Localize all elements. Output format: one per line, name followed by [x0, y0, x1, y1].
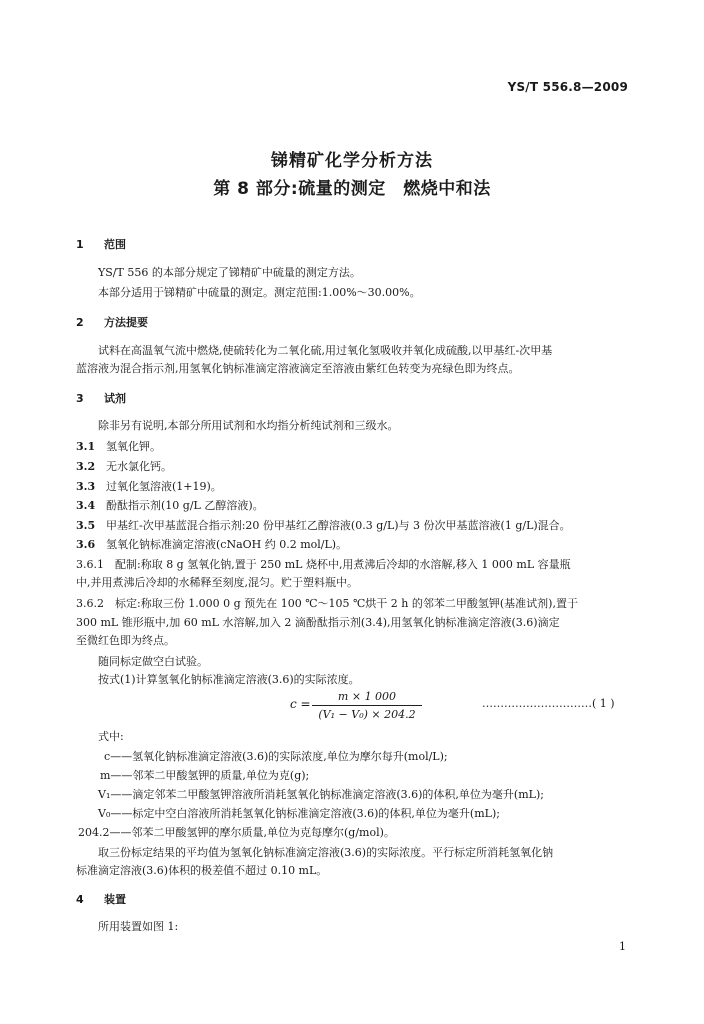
formula-number: …………………………( 1 ) [482, 697, 615, 710]
section-4-heading: 4 装置 [76, 893, 126, 906]
page-number: 1 [619, 940, 626, 953]
reagent-3-2: 3.2 无水氯化钙。 [76, 460, 172, 473]
section-2-para-line-1: 试料在高温氧气流中燃烧,使硫转化为二氧化硫,用过氧化氢吸收并氧化成硫酸,以甲基红-次甲基 [98, 344, 553, 357]
reagent-3-6: 3.6 氢氧化钠标准滴定溶液(cNaOH 约 0.2 mol/L)。 [76, 538, 348, 551]
reagent-3-6-1-line-1: 3.6.1 配制:称取 8 g 氢氧化钠,置于 250 mL 烧杯中,用煮沸后冷却的水溶解,移入 1 000 mL 容量瓶 [76, 558, 571, 571]
reagent-3-6-2-line-1: 3.6.2 标定:称取三份 1.000 0 g 预先在 100 ℃～105 ℃烘干 2 h 的邻苯二甲酸氢钾(基准试剂),置于 [76, 597, 578, 610]
blank-test-note: 随同标定做空白试验。 [98, 655, 208, 668]
reagent-3-6-2-line-2: 300 mL 锥形瓶中,加 60 mL 水溶解,加入 2 滴酚酞指示剂(3.4),用氢氧化钠标准滴定溶液(3.6)滴定 [76, 616, 560, 629]
section-3-intro: 除非另有说明,本部分所用试剂和水均指分析纯试剂和三级水。 [98, 419, 399, 432]
section-3-heading: 3 试剂 [76, 392, 126, 405]
average-note-line-2: 标准滴定溶液(3.6)体积的极差值不超过 0.10 mL。 [76, 864, 328, 877]
where-label: 式中: [98, 730, 124, 743]
reagent-3-1: 3.1 氢氧化钾。 [76, 440, 161, 453]
formula-numerator: m × 1 000 [312, 690, 422, 706]
definition-molar-mass: 204.2——邻苯二甲酸氢钾的摩尔质量,单位为克每摩尔(g/mol)。 [78, 826, 395, 839]
definition-v1: V₁——滴定邻苯二甲酸氢钾溶液所消耗氢氧化钠标准滴定溶液(3.6)的体积,单位为毫升(mL); [98, 788, 544, 801]
section-1-heading: 1 范围 [76, 238, 126, 251]
section-1-para-1: YS/T 556 的本部分规定了锑精矿中硫量的测定方法。 [98, 266, 361, 279]
definition-m: m——邻苯二甲酸氢钾的质量,单位为克(g); [100, 769, 310, 782]
reagent-3-6-1-line-2: 中,并用煮沸后冷却的水稀释至刻度,混匀。贮于塑料瓶中。 [76, 576, 358, 589]
definition-c: c——氢氧化钠标准滴定溶液(3.6)的实际浓度,单位为摩尔每升(mol/L); [104, 750, 448, 763]
document-title: 锑精矿化学分析方法 [271, 151, 433, 171]
reagent-3-5: 3.5 甲基红-次甲基蓝混合指示剂:20 份甲基红乙醇溶液(0.3 g/L)与 3 份次甲基蓝溶液(1 g/L)混合。 [76, 519, 571, 532]
section-4-para-1: 所用装置如图 1: [98, 920, 179, 933]
section-1-para-2: 本部分适用于锑精矿中硫量的测定。测定范围:1.00%～30.00%。 [98, 286, 421, 299]
average-note-line-1: 取三份标定结果的平均值为氢氧化钠标准滴定溶液(3.6)的实际浓度。平行标定所消耗氢氧化钠 [98, 846, 554, 859]
reagent-3-4: 3.4 酚酞指示剂(10 g/L 乙醇溶液)。 [76, 499, 264, 512]
document-subtitle: 第 8 部分:硫量的测定 燃烧中和法 [213, 179, 491, 199]
formula-lhs: c = [290, 697, 311, 711]
definition-v0: V₀——标定中空白溶液所消耗氢氧化钠标准滴定溶液(3.6)的体积,单位为毫升(mL); [98, 807, 500, 820]
reagent-3-6-2-line-3: 至微红色即为终点。 [76, 634, 175, 647]
formula-denominator: (V₁ − V₀) × 204.2 [318, 708, 416, 721]
section-2-para-line-2: 蓝溶液为混合指示剂,用氢氧化钠标准滴定溶液滴定至溶液由紫红色转变为亮绿色即为终点。 [76, 362, 520, 375]
calculation-note: 按式(1)计算氢氧化钠标准滴定溶液(3.6)的实际浓度。 [98, 673, 360, 686]
reagent-3-3: 3.3 过氧化氢溶液(1+19)。 [76, 480, 222, 493]
formula-fraction [312, 690, 422, 721]
section-2-heading: 2 方法提要 [76, 316, 148, 329]
standard-code: YS/T 556.8—2009 [507, 80, 628, 94]
